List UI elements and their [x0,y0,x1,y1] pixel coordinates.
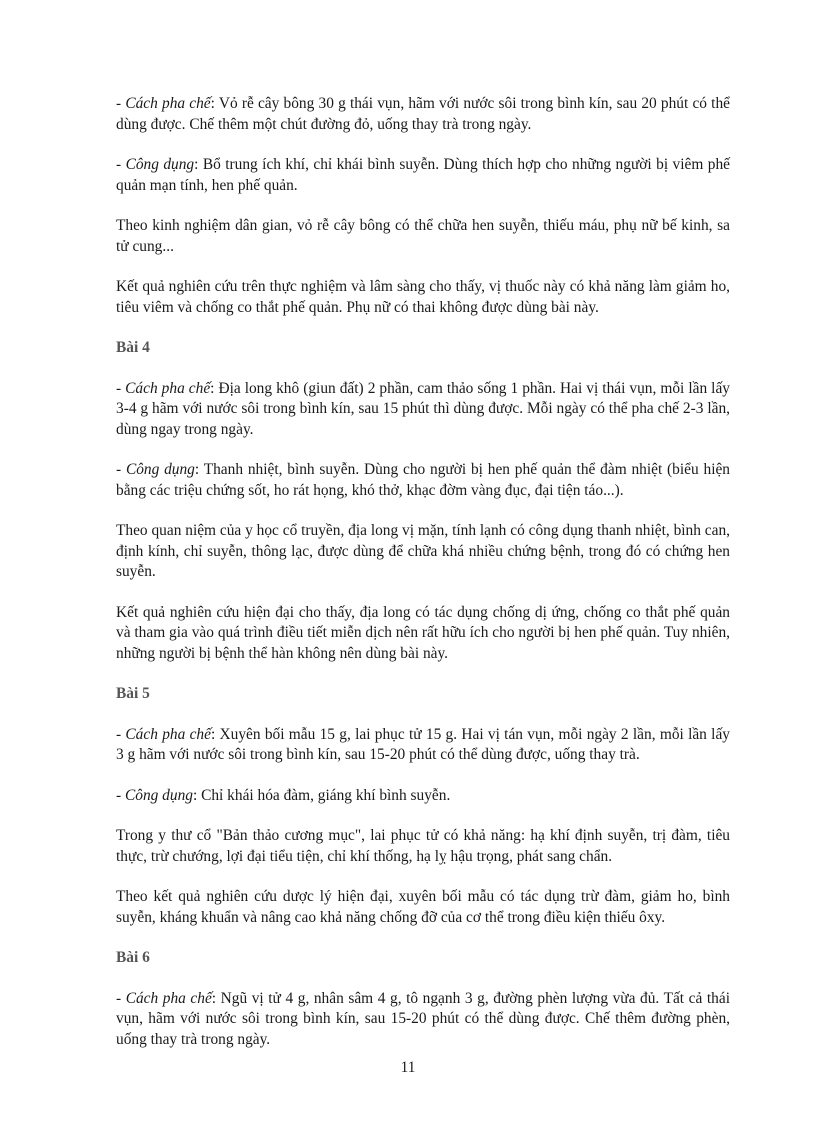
paragraph-text: : Vỏ rễ cây bông 30 g thái vụn, hãm với nước sôi trong bình kín, sau 20 phút có thể dùng được. Chế thêm một chút đường đỏ, uống thay trà trong ngày. [116,95,730,133]
paragraph-preparation [116,94,730,135]
paragraph-label: Công dụng [124,786,193,804]
paragraph-text: : Ngũ vị tử 4 g, nhân sâm 4 g, tô ngạnh 3 g, đường phèn lượng vừa đủ. Tất cả thái vụn, hãm với nước sôi trong bình kín, sau 15-20 phút có thể dùng được. Chế thêm đường phèn, uống thay trà trong ngày. [116,989,730,1048]
paragraph: Kết quả nghiên cứu trên thực nghiệm và lâm sàng cho thấy, vị thuốc này có khả năng làm giảm ho, tiêu viêm và chống co thắt phế quản. Phụ nữ có thai không được dùng bài này. [116,278,730,316]
paragraph-text: : Thanh nhiệt, bình suyễn. Dùng cho người bị hen phế quản thể đàm nhiệt (biểu hiện bằng các triệu chứng sốt, ho rát họng, khó thở, khạc đờm vàng đục, đại tiện táo...). [116,461,730,499]
paragraph-text: : Địa long khô (giun đất) 2 phần, cam thảo sống 1 phần. Hai vị thái vụn, mỗi lần lấy 3-4 g hãm với nước sôi trong bình kín, sau 15 phút thì dùng được. Mỗi ngày có thể pha chế 2-3 lần, dùng ngay trong ngày. [116,379,730,438]
paragraph: Trong y thư cổ "Bản thảo cương mục", lai phục tử có khả năng: hạ khí định suyễn, trị đàm, tiêu thực, trừ chướng, lợi đại tiểu tiện, chỉ khí thống, hạ lỵ hậu trọng, phát sang chẩn. [116,827,730,865]
list-dash: - [116,156,126,173]
list-dash: - [116,786,125,804]
paragraph-label: Cách pha chế [125,725,211,743]
paragraph-preparation [116,989,730,1051]
section-heading-bai-5: Bài 5 [116,685,150,702]
list-dash: - [116,989,126,1007]
paragraph-usage [116,460,730,501]
paragraph-label: Cách pha chế [125,95,211,112]
section-heading-bai-4: Bài 4 [116,339,150,356]
paragraph: Theo kinh nghiệm dân gian, vỏ rễ cây bông có thể chữa hen suyễn, thiếu máu, phụ nữ bế kinh, sa tử cung... [116,217,730,255]
paragraph-usage [116,155,730,196]
paragraph-text: : Xuyên bối mẫu 15 g, lai phục tử 15 g. Hai vị tán vụn, mỗi ngày 2 lần, mỗi lần lấy 3 g hãm với nước sôi trong bình kín, sau 15-20 phút có thể dùng được, uống thay trà. [116,725,730,763]
paragraph: Theo kết quả nghiên cứu dược lý hiện đại, xuyên bối mẫu có tác dụng trừ đàm, giảm ho, bình suyễn, kháng khuẩn và nâng cao khả năng chống đỡ của cơ thể trong điều kiện thiếu ôxy. [116,888,730,926]
list-dash: - [116,725,126,743]
list-dash: - [116,379,126,397]
paragraph-label: Cách pha chế [125,379,211,397]
paragraph: Theo quan niệm của y học cổ truyền, địa long vị mặn, tính lạnh có công dụng thanh nhiệt, bình can, định kính, chỉ suyễn, thông lạc, được dùng để chữa khá nhiều chứng bệnh, trong đó có chứng hen suyễn. [116,522,730,580]
section-heading-bai-6: Bài 6 [116,949,150,966]
page-number: 11 [400,1059,416,1076]
paragraph-label: Công dụng [125,156,195,173]
paragraph-text: : Bổ trung ích khí, chỉ khái bình suyễn. Dùng thích hợp cho những người bị viêm phế quản mạn tính, hen phế quản. [116,156,730,194]
list-dash: - [116,461,126,478]
paragraph: Kết quả nghiên cứu hiện đại cho thấy, địa long có tác dụng chống dị ứng, chống co thắt phế quản và tham gia vào quá trình điều tiết miễn dịch nên rất hữu ích cho người bị hen phế quản. Tuy nhiên, những người bị bệnh thể hàn không nên dùng bài này. [116,603,730,662]
list-dash: - [116,95,126,112]
paragraph-label: Cách pha chế [125,989,212,1007]
paragraph-text: : Chỉ khái hóa đàm, giáng khí bình suyễn. [192,786,451,804]
paragraph-usage [116,786,730,807]
paragraph-preparation [116,725,730,766]
paragraph-preparation [116,379,730,441]
paragraph-label: Công dụng [125,461,195,478]
